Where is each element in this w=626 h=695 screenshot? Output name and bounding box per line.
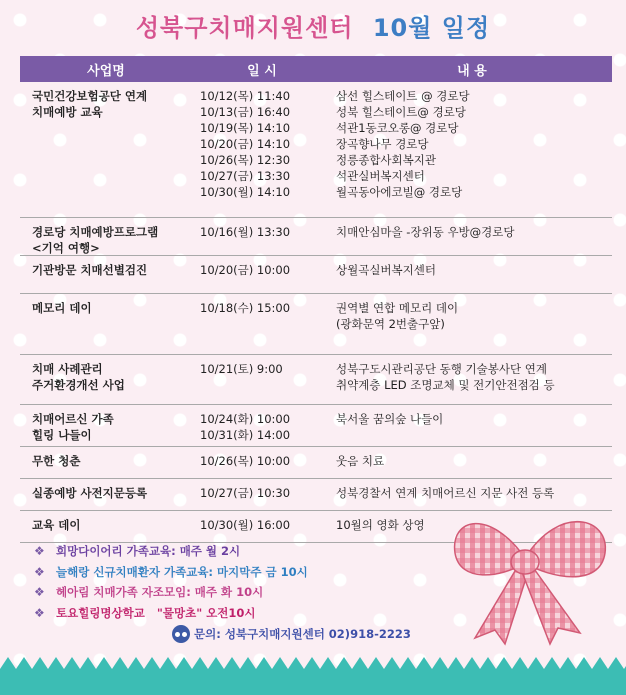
page-title — [0, 8, 626, 43]
date-line: 10/31(화) 14:00 — [200, 428, 291, 442]
date-line: 10/27(금) 10:30 — [200, 486, 291, 500]
note-text: 늘해랑 신규치매환자 가족교육: 마지막주 금 10시 — [56, 564, 308, 579]
program-contents — [332, 256, 612, 293]
date-line: 10/16(월) 13:30 — [200, 225, 291, 239]
table-row — [20, 294, 612, 355]
content-line: 상월곡실버복지센터 — [336, 263, 436, 277]
program-dates — [192, 355, 332, 404]
schedule-table — [20, 56, 612, 543]
program-dates — [192, 447, 332, 478]
content-line: 북서울 꿈의숲 나들이 — [336, 412, 444, 426]
date-line: 10/12(목) 11:40 — [200, 89, 291, 103]
content-line: 취약계층 LED 조명교체 및 전기안전점검 등 — [336, 378, 555, 392]
content-line: 정릉종합사회복지관 — [336, 153, 436, 167]
diamond-bullet-icon: ❖ — [34, 605, 45, 620]
program-name: 치매어르신 가족 힐링 나들이 — [32, 412, 114, 442]
table-row — [20, 355, 612, 405]
program-dates — [192, 82, 332, 217]
content-line: 권역별 연합 메모리 데이 — [336, 301, 459, 315]
date-line: 10/21(토) 9:00 — [200, 362, 283, 376]
owl-icon — [172, 625, 190, 643]
date-line: 10/30(월) 14:10 — [200, 185, 291, 199]
table-row — [20, 218, 612, 256]
content-line: 10월의 영화 상영 — [336, 518, 425, 532]
note-text: 토요힐링명상학교 "물망초" 오전10시 — [56, 605, 256, 620]
zigzag-border — [0, 655, 626, 695]
table-body — [20, 82, 612, 543]
table-row — [20, 82, 612, 218]
note-text: 희망다이어리 가족교육: 매주 월 2시 — [56, 544, 241, 558]
program-dates — [192, 256, 332, 293]
content-line: 성북구도시관리공단 동행 기술봉사단 연계 — [336, 362, 547, 376]
program-dates — [192, 218, 332, 255]
content-line: 삼선 힐스테이트 @ 경로당 — [336, 89, 470, 103]
note-item — [34, 603, 308, 624]
gingham-bow — [430, 498, 620, 648]
table-row — [20, 405, 612, 447]
notes-list — [34, 541, 308, 623]
date-line: 10/30(월) 16:00 — [200, 518, 291, 532]
date-line: 10/26(목) 12:30 — [200, 153, 291, 167]
table-row — [20, 447, 612, 479]
program-name: 실종예방 사전지문등록 — [32, 486, 148, 500]
program-dates — [192, 294, 332, 354]
diamond-bullet-icon: ❖ — [34, 564, 45, 579]
date-line: 10/26(목) 10:00 — [200, 454, 291, 468]
note-item — [34, 562, 308, 583]
program-contents — [332, 355, 612, 404]
date-line: 10/18(수) 15:00 — [200, 301, 291, 315]
date-line: 10/20(금) 10:00 — [200, 263, 291, 277]
note-item — [34, 541, 308, 562]
header-content: 내 용 — [457, 63, 487, 79]
program-name: 국민건강보험공단 연계 치매예방 교육 — [32, 89, 148, 119]
program-name: 경로당 치매예방프로그램 <기억 여행> — [32, 225, 159, 255]
date-line: 10/13(금) 16:40 — [200, 105, 291, 119]
title-month: 10월 일정 — [372, 14, 491, 42]
content-line: 성북 힐스테이트@ 경로당 — [336, 105, 466, 119]
program-contents — [332, 82, 612, 217]
note-text: 헤아림 치매가족 자조모임: 매주 화 10시 — [56, 585, 264, 599]
title-center-name: 성북구치매지원센터 — [135, 14, 354, 42]
header-program: 사업명 — [87, 63, 125, 79]
note-item — [34, 582, 308, 603]
date-line: 10/19(목) 14:10 — [200, 121, 291, 135]
content-line: (광화문역 2번출구앞) — [336, 317, 445, 331]
contact-info — [172, 625, 411, 643]
table-row — [20, 256, 612, 294]
program-contents — [332, 218, 612, 255]
program-dates — [192, 405, 332, 446]
content-line: 석관실버복지센터 — [336, 169, 425, 183]
date-line: 10/27(금) 13:30 — [200, 169, 291, 183]
content-line: 월곡동아에코빌@ 경로당 — [336, 185, 463, 199]
content-line: 장곡향나무 경로당 — [336, 137, 429, 151]
program-name: 무한 청춘 — [32, 454, 81, 468]
program-contents — [332, 294, 612, 354]
content-line: 성북경찰서 연계 치매어르신 지문 사전 등록 — [336, 486, 555, 500]
diamond-bullet-icon: ❖ — [34, 544, 45, 558]
content-line: 웃음 치료 — [336, 454, 385, 468]
program-dates — [192, 511, 332, 542]
table-header — [20, 56, 612, 82]
program-name: 메모리 데이 — [32, 301, 92, 315]
content-line: 석관1동코오롱@ 경로당 — [336, 121, 459, 135]
diamond-bullet-icon: ❖ — [34, 585, 45, 599]
program-name: 치매 사례관리 주거환경개선 사업 — [32, 362, 125, 392]
program-contents — [332, 405, 612, 446]
content-line: 치매안심마을 -장위동 우방@경로당 — [336, 225, 515, 239]
program-name: 교육 데이 — [32, 518, 81, 532]
program-dates — [192, 479, 332, 510]
date-line: 10/20(금) 14:10 — [200, 137, 291, 151]
contact-text: 문의: 성북구치매지원센터 02)918-2223 — [194, 627, 411, 641]
date-line: 10/24(화) 10:00 — [200, 412, 291, 426]
program-name: 기관방문 치매선별검진 — [32, 263, 148, 277]
program-contents — [332, 447, 612, 478]
header-datetime: 일 시 — [247, 63, 277, 79]
